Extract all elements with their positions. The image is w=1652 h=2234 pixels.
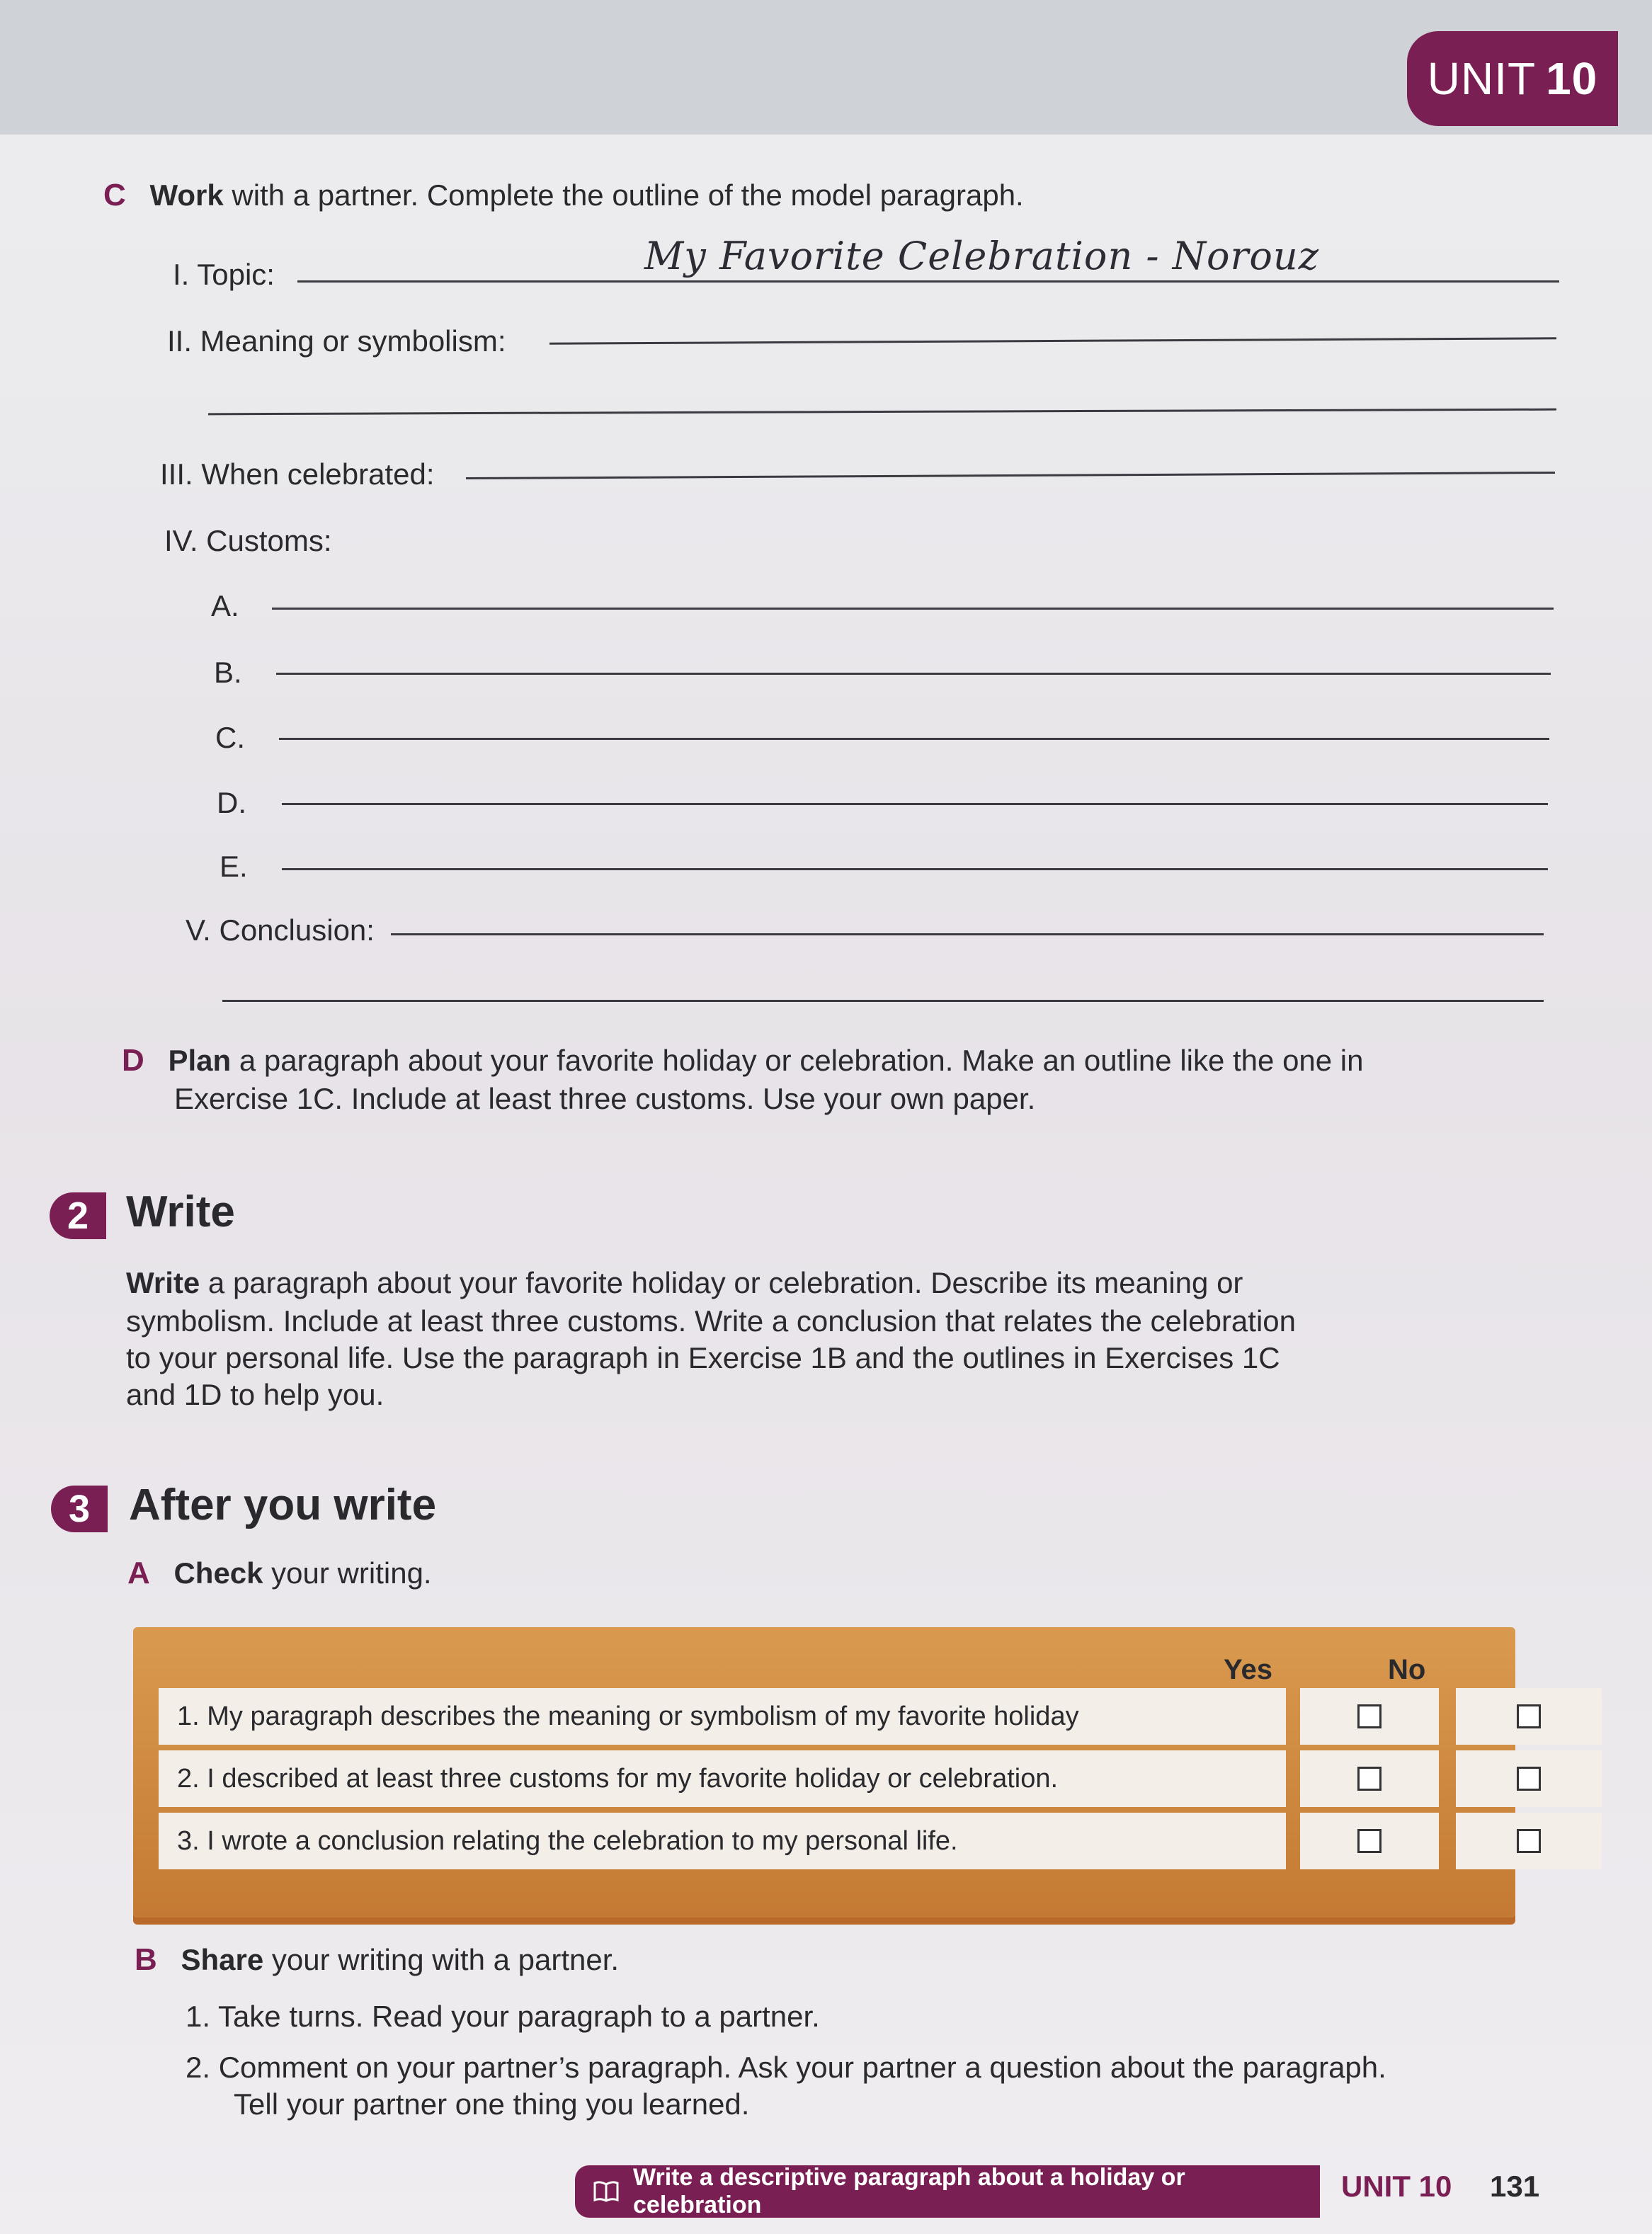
book-icon: [593, 2181, 619, 2202]
outline-conclusion-line-2[interactable]: [222, 1000, 1544, 1002]
checklist-table: [133, 1627, 1515, 1917]
write-line-4: and 1D to help you.: [126, 1378, 384, 1411]
write-verb: Write: [126, 1266, 200, 1299]
exercise-c-letter: C: [103, 178, 126, 212]
footer-objective: Write a descriptive paragraph about a holiday or celebration: [633, 2164, 1185, 2218]
textbook-page: [0, 135, 1652, 2234]
row-1-yes-checkbox[interactable]: [1357, 1704, 1382, 1728]
section-3-title: After you write: [129, 1481, 437, 1529]
write-line-1: [126, 1265, 1243, 1301]
checklist-row-3: 3. I wrote a conclusion relating the celebration to my personal life.: [159, 1813, 1286, 1869]
share-step-2: 2. Comment on your partner’s paragraph. Ask your partner a question about the paragraph.: [186, 2051, 1386, 2084]
outline-customs-label: IV. Customs:: [164, 524, 332, 557]
outline-topic-line[interactable]: [297, 280, 1559, 283]
section-3-badge: 3: [51, 1486, 108, 1532]
check-instruction: [127, 1555, 432, 1592]
no-header: No: [1388, 1654, 1426, 1685]
custom-e-line[interactable]: [282, 868, 1548, 870]
outline-topic-answer: My Favorite Celebration - Norouz: [644, 234, 1320, 278]
check-text: your writing.: [263, 1556, 432, 1590]
row-1-yes-cell: [1300, 1688, 1439, 1745]
custom-e-label: E.: [220, 850, 248, 883]
share-instruction: [135, 1942, 619, 1978]
share-verb: Share: [181, 1943, 264, 1976]
unit-tab-number: 10: [1546, 53, 1598, 104]
row-2-no-checkbox[interactable]: [1517, 1767, 1541, 1791]
row-3-no-cell: [1456, 1813, 1602, 1869]
custom-b-label: B.: [214, 656, 242, 689]
custom-a-line[interactable]: [272, 608, 1554, 610]
custom-c-label: C.: [215, 721, 245, 754]
row-1-no-checkbox[interactable]: [1517, 1704, 1541, 1728]
exercise-c-text: with a partner. Complete the outline of the model paragraph.: [223, 178, 1024, 212]
yes-header: Yes: [1224, 1654, 1272, 1685]
unit-tab: [1407, 31, 1618, 126]
exercise-c-instruction: [103, 177, 1024, 214]
outline-conclusion-line[interactable]: [391, 933, 1544, 935]
exercise-c-verb: Work: [149, 178, 224, 212]
write-line-3: to your personal life. Use the paragraph in Exercise 1B and the outlines in Exercises 1C: [126, 1341, 1280, 1374]
exercise-d-line-1: [122, 1042, 1364, 1079]
write-text-1: a paragraph about your favorite holiday or celebration. Describe its meaning or: [200, 1266, 1243, 1299]
unit-tab-label: UNIT: [1427, 53, 1537, 104]
row-2-yes-cell: [1300, 1750, 1439, 1807]
outline-conclusion-label: V. Conclusion:: [186, 913, 375, 947]
outline-meaning-label: II. Meaning or symbolism:: [167, 324, 506, 358]
custom-c-line[interactable]: [279, 738, 1549, 740]
custom-d-label: D.: [217, 786, 246, 819]
exercise-d-verb: Plan: [168, 1044, 232, 1077]
custom-d-line[interactable]: [282, 803, 1548, 805]
check-verb: Check: [173, 1556, 263, 1590]
outline-topic-label: I. Topic:: [173, 258, 275, 291]
row-2-yes-checkbox[interactable]: [1357, 1767, 1382, 1791]
row-3-yes-cell: [1300, 1813, 1439, 1869]
exercise-d-letter: D: [122, 1043, 144, 1078]
exercise-d-line-2: Exercise 1C. Include at least three customs. Use your own paper.: [174, 1082, 1036, 1115]
check-letter: A: [127, 1556, 150, 1590]
share-text: your writing with a partner.: [263, 1943, 620, 1976]
share-step-1: 1. Take turns. Read your paragraph to a partner.: [186, 2000, 820, 2033]
checklist-row-2: 2. I described at least three customs for my favorite holiday or celebration.: [159, 1750, 1286, 1807]
share-letter: B: [135, 1942, 157, 1977]
section-2-badge: 2: [50, 1192, 106, 1239]
section-2-title: Write: [126, 1187, 235, 1236]
row-1-no-cell: [1456, 1688, 1602, 1745]
custom-b-line[interactable]: [276, 673, 1551, 675]
checklist-row-1: 1. My paragraph describes the meaning or symbolism of my favorite holiday: [159, 1688, 1286, 1745]
custom-a-label: A.: [211, 589, 239, 622]
outline-when-label: III. When celebrated:: [160, 457, 435, 491]
page-number: 131: [1490, 2170, 1540, 2203]
exercise-d-text-1: a paragraph about your favorite holiday or celebration. Make an outline like the one in: [231, 1044, 1364, 1077]
row-2-no-cell: [1456, 1750, 1602, 1807]
footer-objective-bar: [575, 2165, 1320, 2218]
row-3-yes-checkbox[interactable]: [1357, 1829, 1382, 1853]
row-3-no-checkbox[interactable]: [1517, 1829, 1541, 1853]
footer-unit: UNIT 10: [1341, 2170, 1452, 2203]
share-step-2-continued: Tell your partner one thing you learned.: [234, 2087, 750, 2121]
write-line-2: symbolism. Include at least three customs. Write a conclusion that relates the celebration: [126, 1304, 1297, 1338]
